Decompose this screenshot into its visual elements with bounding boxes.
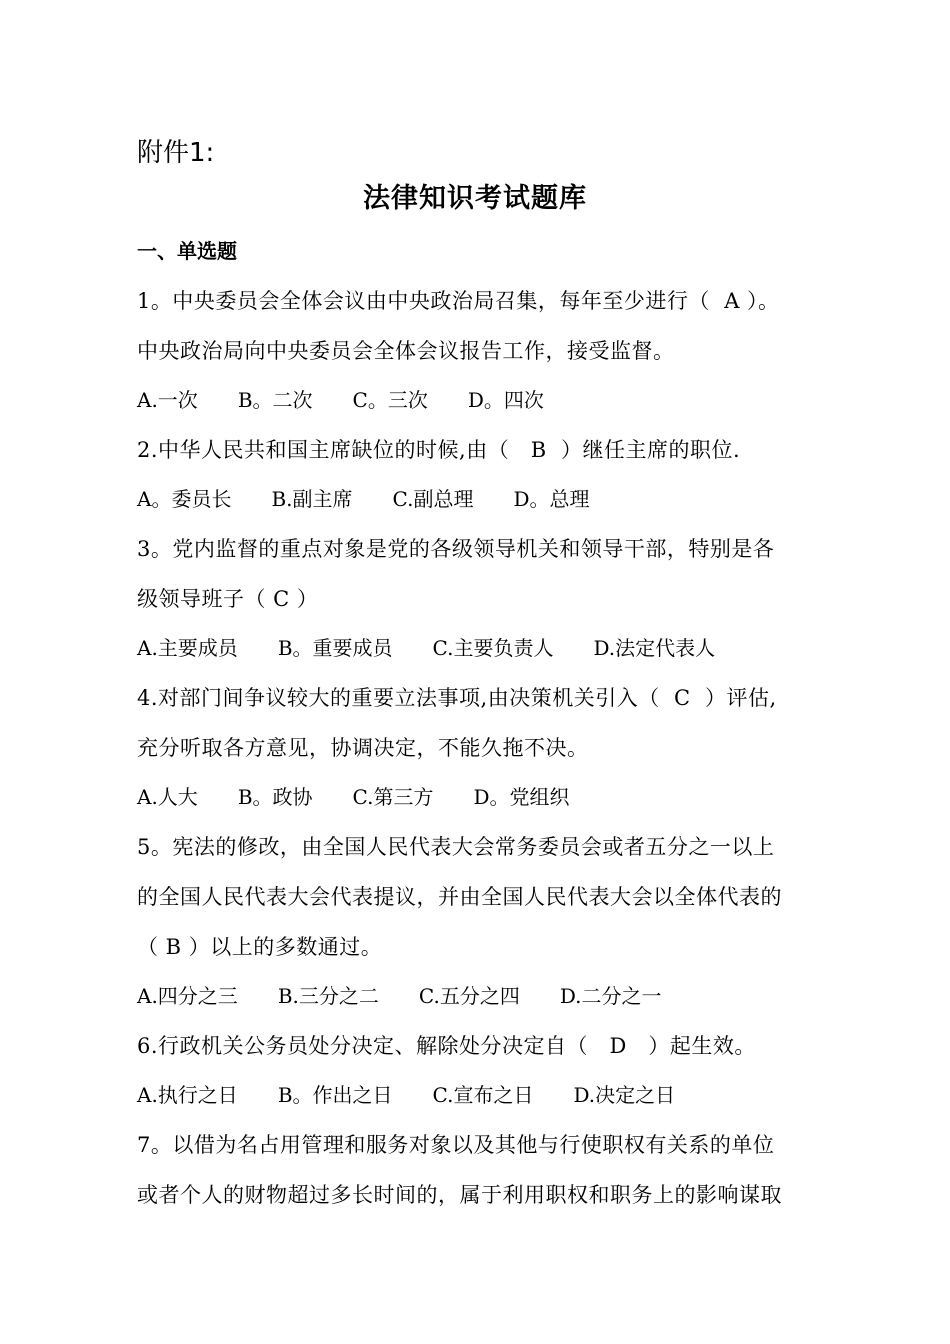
option-d: D。四次 [467,388,544,412]
option-b: B。二次 [237,388,313,412]
question-3-line-2: 级领导班子（ C ） [137,587,319,611]
section-heading: 一、单选题 [137,239,237,263]
question-7-line-2: 或者个人的财物超过多长时间的，属于利用职权和职务上的影响谋取 [137,1183,782,1207]
attachment-label: 附件1: [137,138,215,168]
option-d: D.决定之日 [573,1083,676,1107]
option-c: C.宣布之日 [432,1083,534,1107]
question-5-line-3: （ B ）以上的多数通过。 [137,935,383,959]
option-a: A.主要成员 [137,636,238,660]
option-b: B。作出之日 [277,1083,393,1107]
option-a: A。委员长 [137,487,232,511]
option-c: C.第三方 [352,785,434,809]
question-5-options [137,981,702,1011]
option-d: D。党组织 [473,785,570,809]
question-1-options [137,385,584,415]
option-a: A.执行之日 [137,1083,238,1107]
option-a: A.人大 [137,785,198,809]
question-1-line-2: 中央政治局向中央委员会全体会议报告工作，接受监督。 [137,339,675,363]
option-d: D。总理 [513,487,590,511]
option-d: D.法定代表人 [593,636,716,660]
option-d: D.二分之一 [559,984,662,1008]
page-title: 法律知识考试题库 [363,183,587,214]
question-5-line-2: 的全国人民代表大会代表提议，并由全国人民代表大会以全体代表的 [137,885,782,909]
option-b: B.副主席 [271,487,353,511]
question-3-line-1: 3。党内监督的重点对象是党的各级领导机关和领导干部，特别是各 [137,537,775,561]
option-a: A.四分之三 [137,984,238,1008]
option-b: B.三分之二 [277,984,379,1008]
question-2-options [137,484,630,514]
option-b: B。重要成员 [277,636,393,660]
option-c: C.五分之四 [418,984,520,1008]
question-1-line-1: 1。中央委员会全体会议由中央政治局召集，每年至少进行（ A ）。 [137,289,780,313]
question-4-options [137,782,610,812]
question-7-line-1: 7。以借为名占用管理和服务对象以及其他与行使职权有关系的单位 [137,1133,775,1157]
option-c: C。三次 [352,388,428,412]
option-a: A.一次 [137,388,198,412]
question-3-options [137,633,755,663]
question-6-line-1: 6.行政机关公务员处分决定、解除处分决定自（ D ）起生效。 [137,1034,756,1058]
question-2-line-1: 2.中华人民共和国主席缺位的时候,由（ B ）继任主席的职位. [137,438,741,462]
question-6-options [137,1080,715,1110]
option-c: C.主要负责人 [432,636,554,660]
option-b: B。政协 [237,785,313,809]
question-4-line-1: 4.对部门间争议较大的重要立法事项,由决策机关引入（ C ）评估, [137,686,777,710]
question-4-line-2: 充分听取各方意见，协调决定，不能久拖不决。 [137,736,589,760]
option-c: C.副总理 [392,487,474,511]
question-5-line-1: 5。宪法的修改，由全国人民代表大会常务委员会或者五分之一以上 [137,835,775,859]
